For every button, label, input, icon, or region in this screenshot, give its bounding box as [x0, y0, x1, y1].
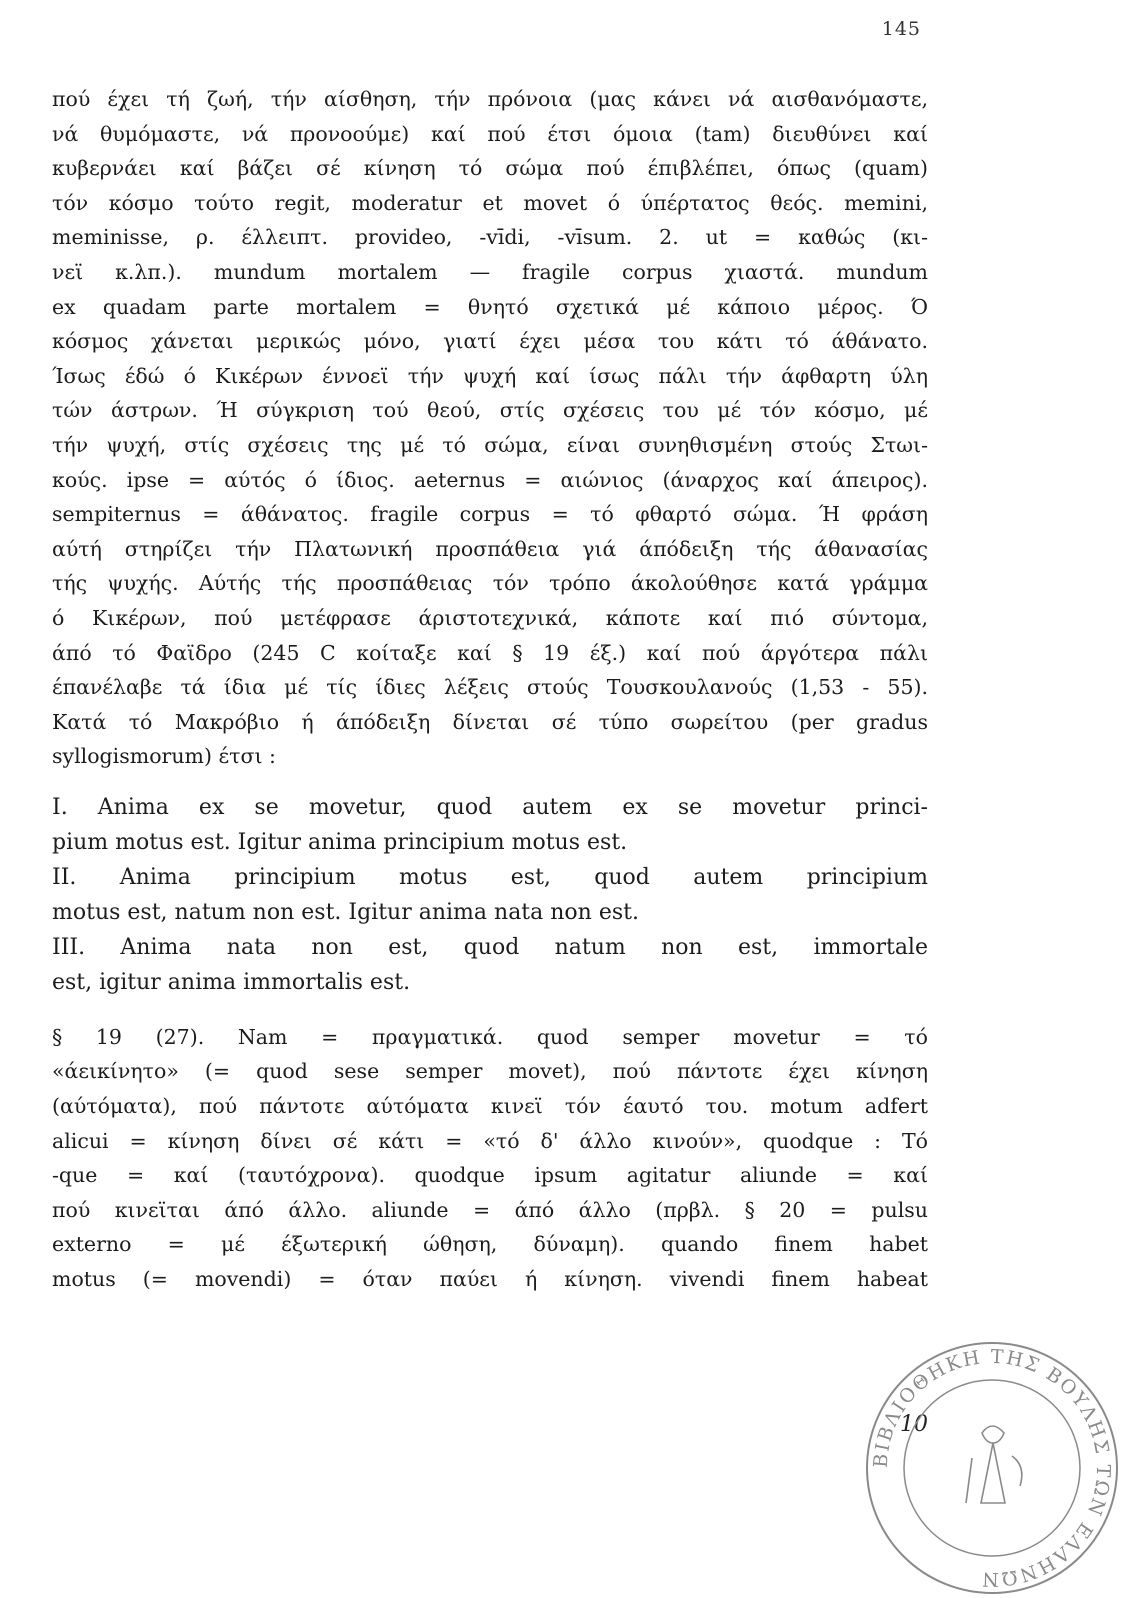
page-number: 145 — [881, 18, 921, 40]
section-line: -que = καί (ταυτόχρονα). quodque ipsum agitatur aliunde = καί — [52, 1163, 928, 1188]
stamp-text-path: ΒΙΒΛΙΟΘΗΚΗ ΤΗΣ ΒΟΥΛΗΣ ΤΩΝ ΕΛΛΗΝΩΝ — [869, 1345, 1115, 1591]
syllogism-line: est, igitur anima immortalis est. — [52, 969, 411, 995]
commentary-line: αύτή στηρίζει τήν Πλατωνική προσπάθεια γιά άπόδειξη τής άθανασίας — [52, 536, 928, 561]
commentary-line: νεϊ κ.λπ.). mundum mortalem — fragile corpus χιαστά. mundum — [52, 259, 928, 284]
syllogism-block — [52, 790, 928, 1000]
commentary-line: Κατά τό Μακρόβιο ή άπόδειξη δίνεται σέ τύπο σωρείτου (per gradus — [52, 709, 928, 734]
commentary-line: Ίσως έδώ ό Κικέρων έννοεϊ τήν ψυχή καί ίσως πάλι τήν άφθαρτη ύλη — [52, 363, 928, 388]
syllogism-line: motus est, natum non est. Igitur anima nata non est. — [52, 899, 639, 925]
commentary-line: κούς. ipse = αύτός ό ίδιος. aeternus = αιώνιος (άναρχος καί άπειρος). — [52, 467, 928, 492]
athena-figure-icon — [966, 1426, 1022, 1503]
commentary-paragraph — [52, 82, 928, 774]
section-line: § 19 (27). Nam = πραγματικά. quod semper movetur = τό — [52, 1024, 928, 1049]
commentary-line: ex quadam parte mortalem = θνητό σχετικά μέ κάποιο μέρος. Ό — [52, 294, 928, 319]
commentary-line: τών άστρων. Ή σύγκριση τού θεού, στίς σχέσεις του μέ τόν κόσμο, μέ — [52, 398, 928, 423]
commentary-line: πού έχει τή ζωή, τήν αίσθηση, τήν πρόνοια (μας κάνει νά αισθανόμαστε, — [52, 87, 928, 111]
commentary-line: νά θυμόμαστε, νά προνοούμε) καί πού έτσι όμοια (tam) διευθύνει καί — [52, 121, 928, 146]
commentary-line: sempiternus = άθάνατος. fragile corpus = τό φθαρτό σώμα. Ή φράση — [52, 502, 928, 527]
commentary-line: κυβερνάει καί βάζει σέ κίνηση τό σώμα πού έπιβλέπει, όπως (quam) — [52, 156, 928, 181]
commentary-line: ό Κικέρων, πού μετέφρασε άριστοτεχνικά, κάποτε καί πιό σύντομα, — [52, 605, 928, 630]
section-line: «άεικίνητο» (= quod sese semper movet), πού πάντοτε έχει κίνηση — [52, 1059, 928, 1084]
section-line: alicui = κίνηση δίνει σέ κάτι = «τό δ' άλλο κινούν», quodque : Τό — [52, 1128, 928, 1153]
section-line: πού κινεϊται άπό άλλο. aliunde = άπό άλλο (πρβλ. § 20 = pulsu — [52, 1197, 928, 1222]
commentary-line: έπανέλαβε τά ίδια μέ τίς ίδιες λέξεις στούς Τουσκουλανούς (1,53 - 55). — [52, 675, 928, 700]
section-line: (αύτόματα), πού πάντοτε αύτόματα κινεϊ τόν έαυτό του. motum adfert — [52, 1094, 928, 1119]
commentary-line: κόσμος χάνεται μερικώς μόνο, γιατί έχει μέσα του κάτι τό άθάνατο. — [52, 329, 928, 354]
commentary-line: τής ψυχής. Αύτής τής προσπάθειας τόν τρόπο άκολούθησε κατά γράμμα — [52, 571, 928, 596]
syllogism-line: I. Anima ex se movetur, quod autem ex se movetur princi- — [52, 794, 928, 820]
syllogism-line: II. Anima principium motus est, quod autem principium — [52, 864, 928, 890]
page-body — [52, 82, 928, 1297]
commentary-line: syllogismorum) έτσι : — [52, 744, 276, 769]
signature-mark: 10 — [900, 1412, 928, 1437]
section-line: motus (= movendi) = όταν παύει ή κίνηση. vivendi finem habeat — [52, 1267, 928, 1292]
commentary-line: τόν κόσμο τούτο regit, moderatur et movet ό ύπέρτατος θεός. memini, — [52, 190, 928, 215]
commentary-line: άπό τό Φαϊδρο (245 C κοίταξε καί § 19 έξ.) καί πού άργότερα πάλι — [52, 640, 928, 665]
commentary-line: meminisse, ρ. έλλειπτ. provideo, -vīdi, -vīsum. 2. ut = καθώς (κι- — [52, 225, 928, 250]
section-19-paragraph — [52, 1020, 928, 1297]
section-line: externo = μέ έξωτερική ώθηση, δύναμη). quando finem habet — [52, 1232, 928, 1257]
commentary-line: τήν ψυχή, στίς σχέσεις της μέ τό σώμα, είναι συνηθισμένη στούς Στωι- — [52, 432, 928, 457]
stamp-text — [870, 1346, 1114, 1590]
library-stamp — [862, 1338, 1122, 1598]
syllogism-line: III. Anima nata non est, quod natum non est, immortale — [52, 934, 928, 960]
syllogism-line: pium motus est. Igitur anima principium motus est. — [52, 829, 628, 855]
